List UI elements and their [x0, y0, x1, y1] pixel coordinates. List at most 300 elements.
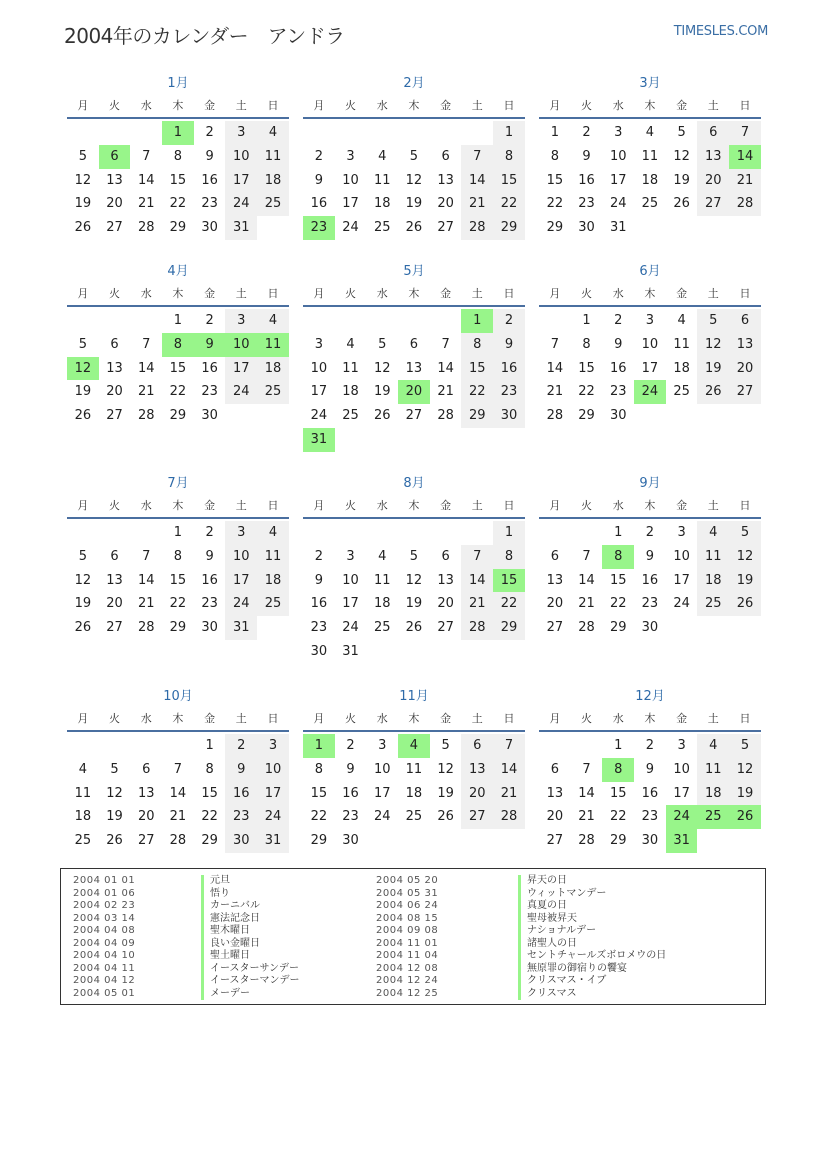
weekday-label: 日 — [739, 712, 751, 725]
holiday-name: 聖母被昇天 — [518, 913, 666, 926]
weekday-header — [539, 495, 761, 519]
day-cell: 21 — [578, 809, 595, 825]
day-cell: 22 — [609, 596, 627, 612]
day-cell: 28 — [437, 408, 454, 424]
month-name: 5月 — [403, 264, 425, 279]
day-cell: 12 — [106, 785, 123, 801]
day-cell: 2 — [614, 313, 623, 328]
day-cell: 4 — [346, 336, 355, 352]
day-cell: 25 — [673, 384, 690, 400]
holiday-date: 2004 04 10 — [73, 950, 136, 961]
day-cell: 6 — [409, 336, 419, 352]
day-cell: 18 — [641, 172, 659, 188]
weekday-label: 水 — [376, 712, 388, 725]
day-cell: 31 — [257, 829, 289, 853]
month-block — [303, 261, 525, 452]
day-cell: 12 — [373, 360, 391, 376]
day-cell: 15 — [169, 572, 187, 588]
day-cell: 7 — [729, 121, 761, 145]
weekday-label: 土 — [707, 712, 719, 725]
holiday-date: 2004 04 08 — [73, 925, 136, 936]
day-cell-holiday: 8 — [602, 545, 634, 569]
weekday-label: 木 — [644, 712, 656, 725]
site-logo[interactable]: TIMESLES.COM — [673, 24, 768, 39]
weekday-label: 木 — [408, 99, 420, 112]
day-cell-holiday: 9 — [194, 333, 226, 357]
day-empty — [335, 309, 367, 333]
day-cell: 12 — [729, 758, 761, 782]
day-cell: 17 — [673, 572, 690, 588]
day-empty — [67, 734, 99, 758]
day-empty — [366, 521, 398, 545]
day-cell: 12 — [405, 172, 423, 188]
day-cell: 3 — [677, 525, 686, 540]
day-cell: 19 — [729, 782, 761, 806]
day-cell-holiday: 20 — [398, 380, 430, 404]
day-grid — [303, 307, 525, 452]
day-cell: 16 — [225, 782, 257, 806]
weekday-label: 日 — [267, 712, 279, 725]
day-empty — [430, 521, 462, 545]
day-grid — [67, 732, 289, 853]
day-cell: 1 — [582, 313, 591, 328]
day-cell: 16 — [310, 196, 328, 212]
day-cell: 20 — [697, 169, 729, 193]
day-cell: 1 — [614, 738, 623, 753]
day-cell: 22 — [493, 592, 525, 616]
weekday-label: 土 — [471, 499, 483, 512]
day-cell: 9 — [225, 758, 257, 782]
weekday-label: 火 — [345, 287, 357, 300]
day-cell: 30 — [578, 220, 595, 236]
holiday-name: 聖木曜日 — [201, 925, 300, 938]
day-empty — [539, 309, 571, 333]
day-cell: 19 — [729, 569, 761, 593]
day-empty — [67, 121, 99, 145]
day-cell: 7 — [550, 336, 559, 352]
day-cell: 27 — [546, 620, 564, 636]
weekday-label: 月 — [77, 712, 89, 725]
day-cell: 11 — [697, 758, 729, 782]
holiday-names-left — [201, 875, 300, 1000]
weekday-label: 土 — [471, 712, 483, 725]
day-grid — [67, 119, 289, 240]
month-block — [303, 73, 525, 240]
day-grid — [539, 119, 761, 240]
day-cell: 12 — [729, 545, 761, 569]
day-cell: 31 — [225, 216, 257, 240]
weekday-label: 月 — [313, 712, 325, 725]
day-grid — [303, 119, 525, 240]
day-cell: 16 — [201, 172, 218, 188]
day-cell: 20 — [437, 596, 454, 612]
day-cell: 21 — [729, 169, 761, 193]
day-cell: 27 — [461, 805, 493, 829]
day-cell-holiday: 6 — [99, 145, 131, 169]
day-cell: 24 — [257, 805, 289, 829]
day-cell: 7 — [461, 145, 493, 169]
day-cell: 20 — [461, 782, 493, 806]
day-cell: 28 — [461, 216, 493, 240]
day-cell: 23 — [310, 620, 328, 636]
day-cell: 13 — [437, 572, 454, 588]
day-cell: 6 — [110, 336, 119, 352]
holiday-date: 2004 05 31 — [376, 887, 439, 899]
day-cell: 4 — [677, 313, 686, 328]
day-cell: 1 — [614, 525, 623, 540]
day-cell: 21 — [461, 192, 493, 216]
day-cell: 27 — [437, 220, 454, 236]
weekday-label: 月 — [549, 287, 561, 300]
day-cell: 7 — [582, 548, 591, 564]
day-cell: 17 — [310, 384, 328, 400]
holiday-name: 良い金曜日 — [201, 938, 300, 951]
weekday-label: 木 — [172, 99, 184, 112]
day-cell: 30 — [342, 833, 359, 849]
day-cell: 15 — [493, 169, 525, 193]
day-cell: 2 — [582, 125, 591, 140]
day-cell-holiday: 1 — [461, 309, 493, 333]
day-cell: 10 — [609, 148, 627, 164]
weekday-label: 火 — [345, 712, 357, 725]
day-cell: 15 — [578, 360, 595, 376]
weekday-label: 日 — [503, 712, 515, 725]
day-cell: 30 — [310, 643, 328, 659]
weekday-label: 土 — [235, 712, 247, 725]
weekday-label: 土 — [471, 99, 483, 112]
day-cell: 1 — [173, 525, 183, 540]
day-cell: 11 — [74, 785, 92, 801]
day-cell: 25 — [697, 592, 729, 616]
weekday-label: 火 — [109, 499, 121, 512]
day-cell: 21 — [137, 196, 155, 212]
day-cell: 22 — [461, 380, 493, 404]
holiday-name: 聖土曜日 — [201, 950, 300, 963]
day-cell: 10 — [225, 545, 257, 569]
day-cell-holiday: 1 — [303, 734, 335, 758]
day-cell: 10 — [673, 761, 690, 777]
day-cell: 17 — [342, 596, 359, 612]
day-cell: 27 — [137, 833, 155, 849]
day-cell: 15 — [461, 357, 493, 381]
day-cell: 16 — [493, 357, 525, 381]
day-cell: 28 — [729, 192, 761, 216]
day-cell: 22 — [201, 809, 218, 825]
day-cell: 7 — [142, 148, 151, 164]
day-cell: 9 — [645, 761, 655, 777]
holiday-name: イースターマンデー — [201, 975, 300, 988]
day-cell: 22 — [578, 384, 595, 400]
day-cell: 14 — [461, 569, 493, 593]
day-cell: 1 — [205, 738, 214, 753]
day-cell: 17 — [673, 785, 690, 801]
day-cell: 19 — [74, 384, 92, 400]
weekday-label: 金 — [676, 99, 688, 112]
weekday-label: 月 — [77, 287, 89, 300]
day-cell-holiday: 8 — [162, 333, 194, 357]
day-cell: 25 — [257, 592, 289, 616]
day-cell: 7 — [493, 734, 525, 758]
day-cell: 11 — [641, 148, 659, 164]
day-cell: 8 — [582, 336, 591, 352]
weekday-label: 土 — [707, 287, 719, 300]
day-grid — [539, 307, 761, 428]
day-cell: 6 — [441, 148, 450, 164]
day-empty — [335, 121, 367, 145]
weekday-header — [303, 283, 525, 307]
day-cell: 18 — [673, 360, 690, 376]
holiday-name: セントチャールズボロメウの日 — [518, 950, 666, 963]
weekday-label: 火 — [345, 99, 357, 112]
day-empty — [130, 309, 162, 333]
day-cell: 18 — [74, 809, 92, 825]
day-cell: 4 — [378, 548, 387, 564]
day-cell: 8 — [493, 545, 525, 569]
day-cell: 21 — [437, 384, 454, 400]
holiday-date: 2004 02 23 — [73, 900, 136, 911]
month-block — [67, 73, 289, 240]
month-block — [539, 473, 761, 640]
day-cell: 27 — [697, 192, 729, 216]
day-empty — [430, 121, 462, 145]
holiday-name: 諸聖人の日 — [518, 938, 666, 951]
day-cell: 27 — [729, 380, 761, 404]
day-cell: 22 — [609, 809, 627, 825]
day-cell: 9 — [582, 148, 591, 164]
month-name: 9月 — [639, 476, 661, 491]
weekday-label: 水 — [140, 499, 152, 512]
holiday-date: 2004 03 14 — [73, 912, 136, 924]
day-cell: 19 — [405, 596, 423, 612]
day-cell: 10 — [673, 548, 690, 564]
holiday-date: 2004 01 01 — [73, 875, 136, 886]
day-cell: 23 — [493, 380, 525, 404]
day-empty — [67, 521, 99, 545]
day-cell: 15 — [546, 172, 564, 188]
day-cell: 23 — [641, 809, 659, 825]
day-cell: 22 — [169, 196, 187, 212]
day-empty — [539, 734, 571, 758]
weekday-header — [67, 95, 289, 119]
day-empty — [99, 734, 131, 758]
day-cell: 9 — [493, 333, 525, 357]
day-cell: 5 — [110, 761, 119, 777]
day-cell: 10 — [257, 758, 289, 782]
day-cell: 30 — [609, 408, 627, 424]
month-name: 8月 — [403, 476, 425, 491]
day-cell: 24 — [342, 620, 359, 636]
day-cell: 17 — [342, 196, 359, 212]
day-cell: 14 — [137, 360, 155, 376]
day-empty — [99, 309, 131, 333]
day-cell: 16 — [310, 596, 328, 612]
weekday-label: 金 — [440, 99, 452, 112]
day-cell: 26 — [405, 620, 423, 636]
holiday-date: 2004 09 08 — [376, 925, 439, 936]
day-cell: 22 — [546, 196, 564, 212]
weekday-label: 火 — [581, 287, 593, 300]
weekday-label: 火 — [109, 287, 121, 300]
day-cell: 15 — [609, 572, 627, 588]
day-cell: 5 — [441, 738, 450, 753]
day-cell: 20 — [106, 196, 123, 212]
weekday-label: 月 — [313, 287, 325, 300]
day-cell: 6 — [441, 548, 450, 564]
day-cell: 11 — [405, 761, 423, 777]
holiday-name: カーニバル — [201, 900, 300, 913]
weekday-label: 木 — [408, 712, 420, 725]
weekday-label: 日 — [503, 99, 515, 112]
weekday-label: 金 — [676, 287, 688, 300]
day-empty — [162, 734, 194, 758]
day-cell: 22 — [169, 596, 187, 612]
holiday-name: クリスマス・イブ — [518, 975, 666, 988]
day-cell: 12 — [405, 572, 423, 588]
day-cell: 17 — [257, 782, 289, 806]
day-cell: 13 — [106, 572, 123, 588]
day-cell: 15 — [609, 785, 627, 801]
month-name: 4月 — [167, 264, 189, 279]
month-name: 2月 — [403, 76, 425, 91]
holiday-name: 真夏の日 — [518, 900, 666, 913]
day-cell: 8 — [173, 148, 183, 164]
weekday-label: 火 — [109, 712, 121, 725]
day-cell: 4 — [257, 309, 289, 333]
day-cell: 5 — [729, 734, 761, 758]
day-empty — [99, 121, 131, 145]
day-cell-holiday: 10 — [225, 333, 257, 357]
day-cell: 11 — [342, 360, 359, 376]
day-cell: 20 — [546, 809, 564, 825]
day-cell: 9 — [314, 172, 323, 188]
day-cell: 19 — [697, 357, 729, 381]
day-cell-holiday: 24 — [634, 380, 666, 404]
day-cell: 22 — [169, 384, 187, 400]
holiday-date: 2004 11 01 — [376, 937, 439, 949]
day-cell: 19 — [373, 384, 391, 400]
month-block — [67, 261, 289, 428]
weekday-header — [539, 708, 761, 732]
day-cell: 3 — [677, 738, 686, 753]
day-cell: 10 — [310, 360, 328, 376]
day-empty — [303, 521, 335, 545]
weekday-label: 火 — [581, 99, 593, 112]
day-cell: 2 — [493, 309, 525, 333]
holiday-name: イースターサンデー — [201, 963, 300, 976]
day-cell: 25 — [257, 380, 289, 404]
holiday-date: 2004 05 01 — [73, 987, 136, 999]
day-empty — [571, 734, 603, 758]
day-cell: 17 — [641, 360, 659, 376]
day-cell: 28 — [461, 616, 493, 640]
weekday-label: 土 — [235, 499, 247, 512]
holiday-name: 元旦 — [201, 875, 300, 888]
weekday-header — [67, 495, 289, 519]
day-cell: 22 — [493, 192, 525, 216]
day-cell: 23 — [641, 596, 659, 612]
day-cell: 29 — [493, 616, 525, 640]
holiday-date: 2004 04 09 — [73, 937, 136, 949]
day-cell: 31 — [342, 643, 359, 659]
day-cell: 17 — [225, 569, 257, 593]
weekday-label: 金 — [204, 287, 216, 300]
weekday-label: 土 — [235, 287, 247, 300]
day-cell: 5 — [378, 336, 387, 352]
day-cell: 18 — [697, 569, 729, 593]
day-cell: 8 — [493, 145, 525, 169]
day-cell: 9 — [205, 148, 214, 164]
day-cell: 31 — [609, 220, 627, 236]
month-name: 7月 — [167, 476, 189, 491]
day-cell: 19 — [405, 196, 423, 212]
day-cell: 26 — [74, 620, 92, 636]
day-cell: 16 — [201, 360, 218, 376]
day-cell: 2 — [205, 525, 214, 540]
month-name: 1月 — [167, 76, 189, 91]
day-cell: 6 — [110, 548, 119, 564]
weekday-header — [67, 283, 289, 307]
month-block — [539, 686, 761, 853]
day-cell: 18 — [257, 357, 289, 381]
day-cell: 30 — [225, 829, 257, 853]
day-cell: 23 — [201, 384, 218, 400]
weekday-label: 水 — [376, 287, 388, 300]
day-empty — [430, 309, 462, 333]
day-cell: 5 — [78, 148, 87, 164]
day-cell: 15 — [201, 785, 218, 801]
day-cell: 13 — [106, 360, 123, 376]
month-name: 6月 — [639, 264, 661, 279]
weekday-header — [303, 95, 525, 119]
weekday-label: 木 — [644, 99, 656, 112]
weekday-label: 金 — [676, 712, 688, 725]
weekday-label: 日 — [267, 287, 279, 300]
day-cell: 13 — [729, 333, 761, 357]
day-cell: 25 — [373, 220, 391, 236]
day-cell: 5 — [78, 336, 87, 352]
holiday-date: 2004 01 06 — [73, 887, 136, 899]
day-cell: 26 — [74, 220, 92, 236]
day-empty — [571, 521, 603, 545]
day-cell: 16 — [578, 172, 595, 188]
weekday-label: 水 — [140, 287, 152, 300]
day-cell: 13 — [405, 360, 423, 376]
day-cell: 28 — [137, 220, 155, 236]
weekday-label: 金 — [440, 712, 452, 725]
weekday-header — [539, 283, 761, 307]
weekday-label: 水 — [140, 99, 152, 112]
day-cell: 14 — [437, 360, 454, 376]
month-block — [303, 686, 525, 853]
day-cell: 8 — [173, 548, 183, 564]
day-cell: 28 — [546, 408, 564, 424]
day-cell: 6 — [550, 548, 559, 564]
day-cell: 31 — [225, 616, 257, 640]
day-cell: 14 — [169, 785, 187, 801]
day-cell-holiday: 4 — [398, 734, 430, 758]
day-cell: 13 — [546, 572, 564, 588]
weekday-label: 月 — [77, 499, 89, 512]
day-cell: 13 — [546, 785, 564, 801]
weekday-label: 金 — [676, 499, 688, 512]
holiday-date: 2004 05 20 — [376, 875, 439, 886]
weekday-label: 日 — [503, 499, 515, 512]
day-cell: 21 — [169, 809, 187, 825]
day-cell: 28 — [578, 620, 595, 636]
day-cell-holiday: 14 — [729, 145, 761, 169]
day-cell: 2 — [314, 548, 323, 564]
day-cell: 1 — [493, 121, 525, 145]
